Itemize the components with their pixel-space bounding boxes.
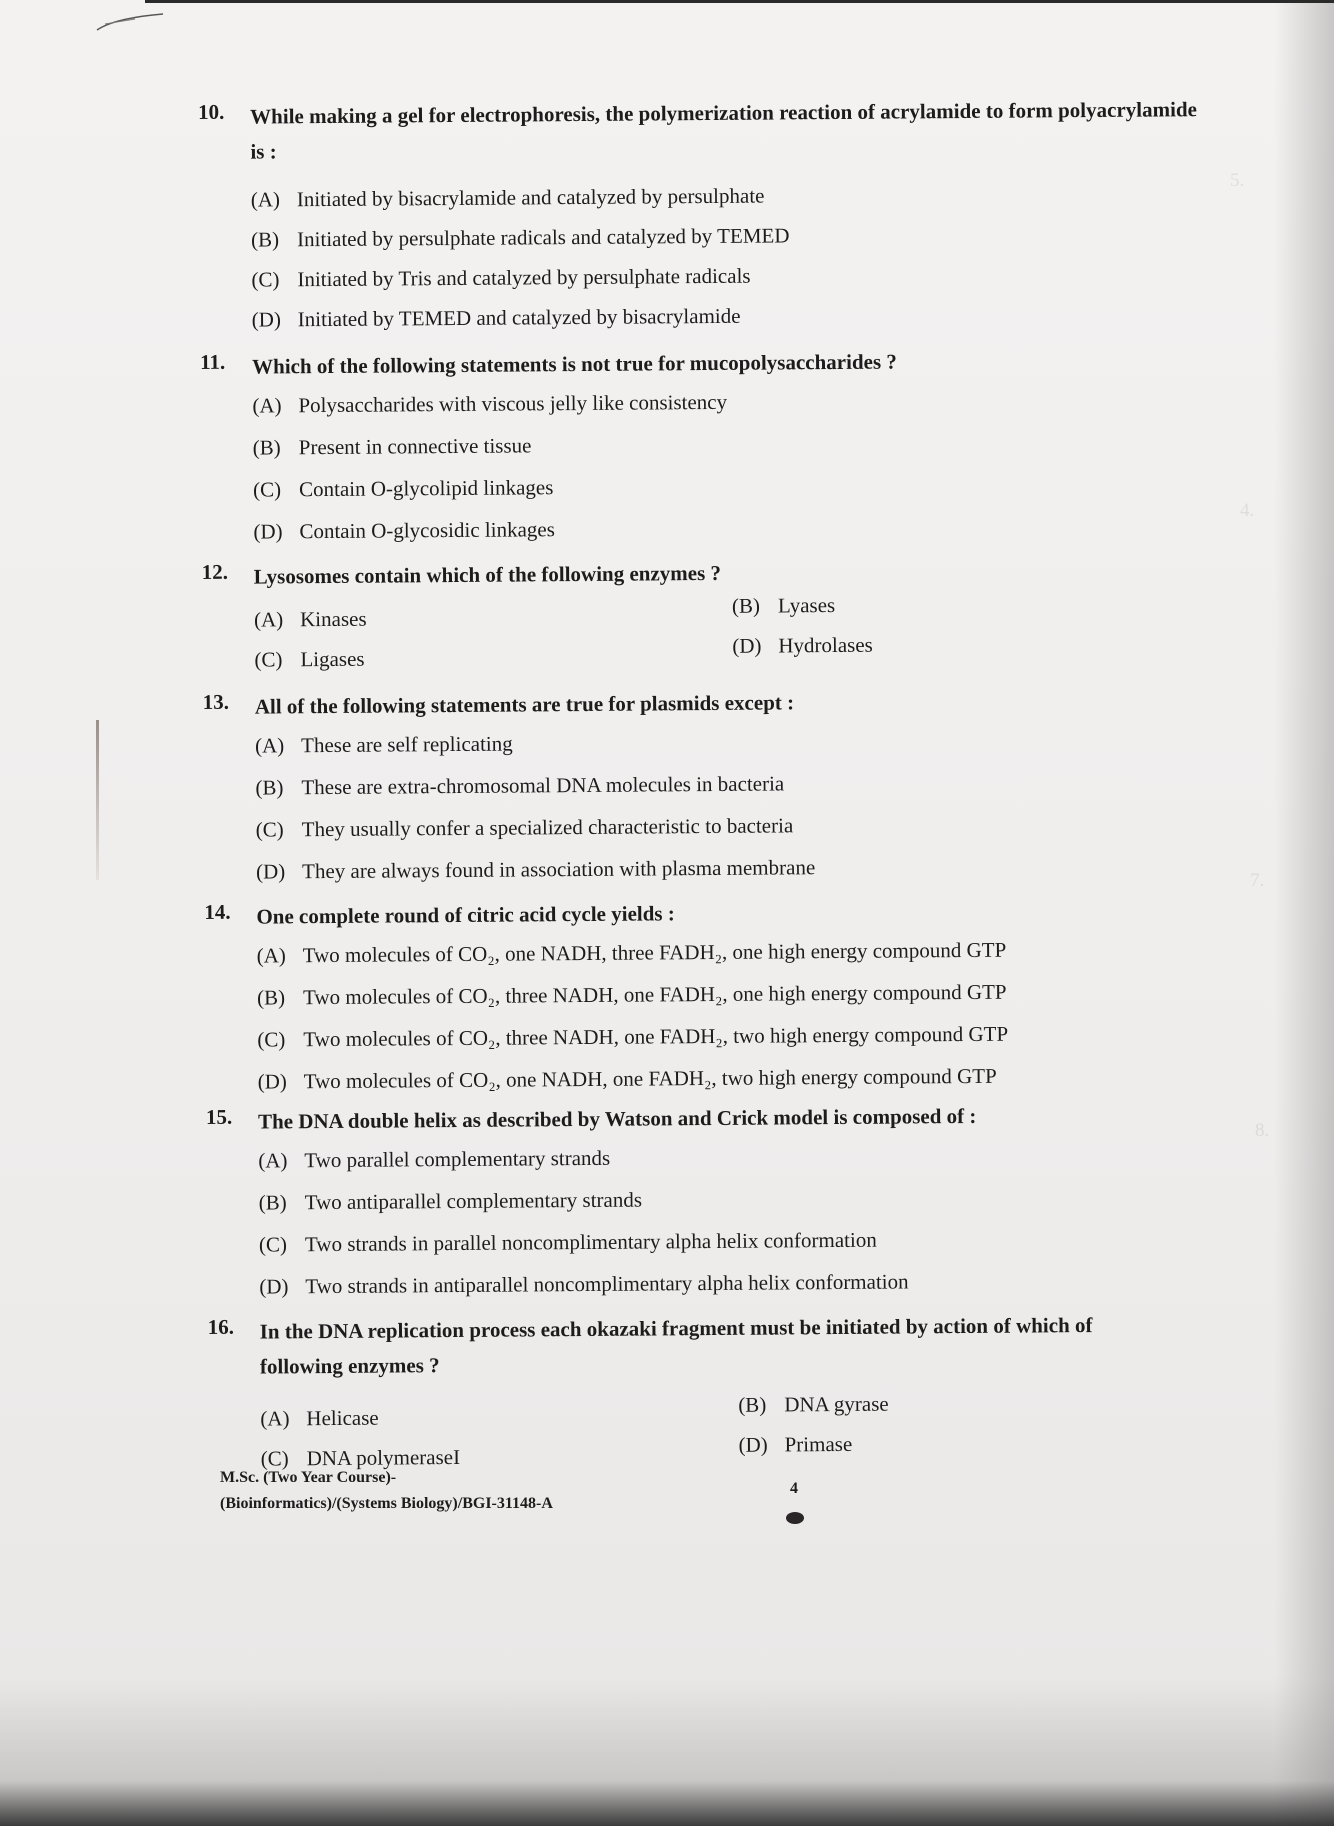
- option-d: (D) Initiated by TEMED and catalyzed by bisacrylamide: [251, 303, 741, 332]
- option-d: (D) They are always found in association with plasma membrane: [255, 855, 816, 884]
- question-text: All of the following statements are true for plasmids except :: [254, 690, 795, 719]
- question-number: 13.: [202, 689, 230, 714]
- page-dot-mark: [786, 1512, 804, 1524]
- question-text: While making a gel for electrophoresis, the polymerization reaction of acrylamide to form polyacrylamide is :: [250, 97, 1197, 164]
- option-c: (C) Ligases: [254, 646, 365, 672]
- top-rule: [145, 0, 1334, 3]
- option-b: (B) These are extra-chromosomal DNA molecules in bacteria: [255, 771, 785, 800]
- option-b: (B) Two molecules of CO₂, three NADH, one FADH₂, one high energy compound GTP: [256, 979, 1007, 1010]
- question-number: 10.: [198, 99, 225, 124]
- question-13: [202, 681, 1334, 884]
- corner-mark: [95, 10, 165, 32]
- question-16: [207, 1306, 1334, 1471]
- question-number: 14.: [204, 899, 231, 924]
- scan-bottom-shadow: [0, 1676, 1334, 1826]
- option-a: (A) Polysaccharides with viscous jelly like consistency: [252, 389, 728, 418]
- question-number: 16.: [207, 1314, 234, 1339]
- question-text: The DNA double helix as described by Watson and Crick model is composed of :: [257, 1103, 977, 1134]
- option-d: (D) Primase: [738, 1431, 853, 1457]
- option-b: (B) DNA gyrase: [738, 1391, 889, 1417]
- option-a: (A) Initiated by bisacrylamide and catalyzed by persulphate: [250, 183, 765, 212]
- option-d: (D) Hydrolases: [732, 632, 873, 658]
- question-11: [199, 341, 1334, 544]
- question-number: 12.: [201, 559, 229, 584]
- option-a: (A) Two molecules of CO₂, one NADH, three FADH₂, one high energy compound GTP: [256, 937, 1007, 968]
- question-number: 15.: [205, 1104, 233, 1129]
- option-d: (D) Contain O-glycosidic linkages: [253, 517, 555, 544]
- question-number: 11.: [199, 349, 226, 374]
- option-a: (A) Kinases: [253, 606, 367, 632]
- option-a: (A) Two parallel complementary strands: [258, 1145, 611, 1173]
- question-14: [204, 891, 1334, 1094]
- question-text: Which of the following statements is not true for mucopolysaccharides ?: [252, 349, 897, 379]
- question-10: [198, 91, 1334, 332]
- option-c: (C) Two molecules of CO₂, three NADH, one FADH₂, two high energy compound GTP: [257, 1021, 1009, 1052]
- question-text: One complete round of citric acid cycle yields :: [256, 901, 675, 929]
- option-b: (B) Lyases: [731, 593, 836, 618]
- binding-mark: [96, 720, 99, 880]
- option-c: (C) They usually confer a specialized characteristic to bacteria: [255, 813, 794, 842]
- question-text: Lysosomes contain which of the following enzymes ?: [253, 560, 722, 589]
- question-text: In the DNA replication process each okazaki fragment must be initiated by action of which of following enzymes ?: [259, 1313, 1093, 1379]
- question-15: [205, 1096, 1334, 1299]
- option-c: (C) Initiated by Tris and catalyzed by persulphate radicals: [251, 263, 751, 292]
- option-d: (D) Two molecules of CO₂, one NADH, one FADH₂, two high energy compound GTP: [257, 1063, 997, 1094]
- option-c: (C) DNA polymeraseI: [260, 1444, 461, 1471]
- option-d: (D) Two strands in antiparallel noncomplimentary alpha helix conformation: [259, 1269, 909, 1299]
- option-b: (B) Initiated by persulphate radicals and catalyzed by TEMED: [251, 223, 790, 252]
- option-a: (A) Helicase: [260, 1405, 379, 1431]
- option-b: (B) Two antiparallel complementary strands: [258, 1187, 643, 1215]
- footer-course-code: M.Sc. (Two Year Course)- (Bioinformatics)/(Systems Biology)/BGI-31148-A: [220, 1469, 553, 1512]
- option-a: (A) These are self replicating: [254, 731, 513, 758]
- option-b: (B) Present in connective tissue: [252, 433, 532, 460]
- option-c: (C) Contain O-glycolipid linkages: [252, 475, 554, 502]
- exam-page: 5. 4. 7. 8. 10. While making a gel for electrophoresis, the polymerization reaction of acrylamide to form polyacrylamide is : (A) Initiated by bisacrylamide and catalyzed by persulphate (B) Initiated by persulphate radicals and catalyzed by TEMED (C) Initiated by Tris and catalyzed by persulphate radicals (D) Initiated by TEMED and catalyzed by bisacrylamide 11. Which of the following statements is not true for mucopolysaccharides ? (A) Polysaccharides with viscous jelly like consistency (B) Present in connective tissue (C) Contain O-glycolipid linkages (D) Contain O-glycosidic linkages 12. Lysosomes contain which of the following enzymes ? (A) Kinases (B) Lyases (C) Ligases (D) Hydrolases 13. All of the following statements are true for plasmids except : (A) These are self replicating (B) These are extra-chromosomal DNA molecules in bacteria (C) They usually confer a specialized characteristic to bacteria (D) They are always found in association with plasma membrane 14. One complete round of citric acid cycle yields : (A) Two molecules of CO₂, one NADH, three FADH₂, one high energy compound GTP (B) Two molecules of CO₂, three NADH, one FADH₂, one high energy compound GTP (C) Two molecules of CO₂, three NADH, one FADH₂, two high energy compound GTP (D) Two molecules of CO₂, one NADH, one FADH₂, two high energy compound GTP 15. The DNA double helix as described by Watson and Crick model is composed of : (A) Two parallel complementary strands (B) Two antiparallel complementary strands (C) Two strands in parallel noncomplimentary alpha helix conformation (D) Two strands in antiparallel noncomplimentary alpha helix conformation 16. In the DNA replication process each okazaki fragment must be initiated by action of which of following enzymes ? (A) Helicase (B) DNA gyrase (C) DNA polymeraseI (D) Primase M.Sc. (Two Year Course)- (Bioinformatics)/(Systems Biology)/BGI-31148-A 4: [0, 0, 1334, 1826]
- question-12: [201, 551, 1334, 672]
- page-number: 4: [790, 1480, 798, 1497]
- option-c: (C) Two strands in parallel noncomplimentary alpha helix conformation: [258, 1227, 877, 1257]
